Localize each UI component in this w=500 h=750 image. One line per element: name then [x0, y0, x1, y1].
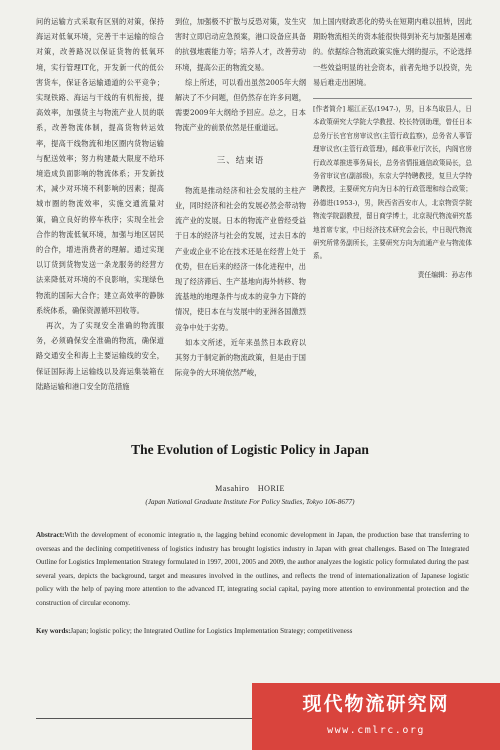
- body-column-1: [36, 14, 164, 434]
- body-column-3: [313, 14, 472, 434]
- column-3-paragraph: 加上国内财政恶化的势头在短期内难以扭转，因此期盼物流相关的资本能很快得到补充与加强是困难的。依据综合物流政策实施大纲的提示，不论选择一些效益明显的社会资本，前者先地予以投资，先易后难走出困境。: [313, 17, 472, 87]
- column-1-paragraph-2: 再次，为了实现安全准确的物流服务，必须确保安全准确的物流，确保道路交通安全和海上主要运输线的安全，保证国际海上运输线以及海运集装箱在陆路运输和港口安全防范措施: [36, 321, 164, 391]
- column-2-paragraph-4: 如本文所述，近年来虽然日本政府以其努力于制定新的物流政策，但是由于国际竞争的大环境依然严峻，: [175, 337, 306, 378]
- keywords-text: Japan; logistic policy; the Integrated Outline for Logistics Implementation Strategy; competitiveness: [70, 627, 353, 635]
- english-affiliation: (Japan National Graduate Institute For Policy Studies, Tokyo 106-8677): [145, 498, 355, 506]
- author-bio-note: [作者简介] 堀江正弘(1947-)，男，日本鸟取县人，日本政策研究大学院大学教授、校长特别助理，曾任日本总务厅长官官房审议官(主管行政监察)，总务省人事管理审议官(主管行政管理)，邮政事业厅次长，内阁官房行政改革推进事务局长，总务省情报通信政策局长，总务省审议官(副部级)，东京大学特聘教授，复旦大学特聘教授，主要研究方向为日本的行政管理和综合政策；孙德进(1953-)，男，陕西省西安市人，北京物资学院物流学院副教授，留日商学博士，北京现代物流研究基地首席专家，中日经济技术研究会会长，中日现代物流研究所常务副所长，主要研究方向为流通产业与物流体系。: [313, 98, 472, 264]
- english-keywords: [36, 625, 469, 638]
- watermark-name: 现代物流研究网: [302, 693, 450, 715]
- body-column-2: [175, 14, 306, 434]
- footer-rule: [36, 718, 256, 719]
- keywords-label: Key words:: [36, 627, 71, 635]
- responsible-editor: 责任编辑：孙志伟: [417, 270, 472, 279]
- column-2-paragraph-3: 物流是推动经济和社会发展的主柱产业，同时经济和社会的发展必然会带动物流产业的发展。日本的物流产业曾经受益于日本的经济与社会的发展，过去日本的产业或企业不论在技术还是在经营上处于优势，但在后来的经济一体化进程中，出现了经济滞后、生产基地向海外转移、物流基地的地理条件与成本的竞争力下降的情况，使日本在与发展中的亚洲各国激烈竞争中处于劣势。: [175, 185, 306, 332]
- abstract-text: With the development of economic integratio n, the lagging behind economic development in Japan, the production base that transferring to overseas and the declining competitiveness of logistics industry has brought logistics industry in Japan with great challenges. Based on The Integrated Outline for Logistics Implementation Strategy formulated in 1997, 2001, 2005 and 2009, the author analyzes the logistic policy formulated during the past several years, depicts the background, target and measures involved in the outlines, and reflects the trend of internationalization of Japanese logistic policy with the help of paying more attention to the advanced IT, integrating social capital, paying more attention to environmental protection and the construction of circular economy.: [36, 531, 469, 607]
- column-2-paragraph: 到位，加强极不扩散与反恐对策，发生灾害时立即启动应急预案，港口设备应具备的抗强地震能力等；培养人才，改善劳动环境，提高公正的物流交易。: [175, 17, 306, 72]
- english-abstract: [36, 529, 469, 611]
- column-2-paragraph-2: 综上所述，可以看出虽然2005年大纲解决了不少问题，但仍然存在许多问题，需要2009年大纲给予回应。总之，日本物流产业的前景依然是任重道远。: [175, 77, 306, 133]
- watermark-stamp: [252, 683, 500, 750]
- section-heading-conclusion: 三、结束语: [216, 155, 265, 166]
- abstract-label: Abstract:: [36, 531, 65, 539]
- watermark-url: www.cmlrc.org: [327, 725, 425, 736]
- english-author: Masahiro HORIE: [215, 484, 285, 493]
- column-1-paragraph: 问的运输方式采取有区别的对策，保持海运对低氧环境，完善干丰运输的综合对策，改善路况以保证货物的低氧环境，实行管理IT化，开发新一代的低公害货车，保证各运输通道的公平竞争；实现铁路、海运与干线的有机衔接，提高效率，加强货主与物流产业人员的联系，改善物流体制，提高货物转运效率，提高干线物流和地区圈内货物运输与配送效率；努力构建最大限度不给环境造成负面影响的物流体系；开发新技术，减少对环境不利影响的因素；提高城市圈的物流效率，实施交通流量对策，确立良好的停车秩序；实现全社会合作的物流低氧环境，加强与地区居民的合作，增进消费者的理解。通过实现以订货到货物发送一条龙服务的经营方法来降低对环境的不良影响，实现绿色物流的国际大合作；建立高效率的静脉系统体系，确保资源循环回收等。: [36, 17, 164, 315]
- english-title: The Evolution of Logistic Policy in Japan: [131, 442, 369, 457]
